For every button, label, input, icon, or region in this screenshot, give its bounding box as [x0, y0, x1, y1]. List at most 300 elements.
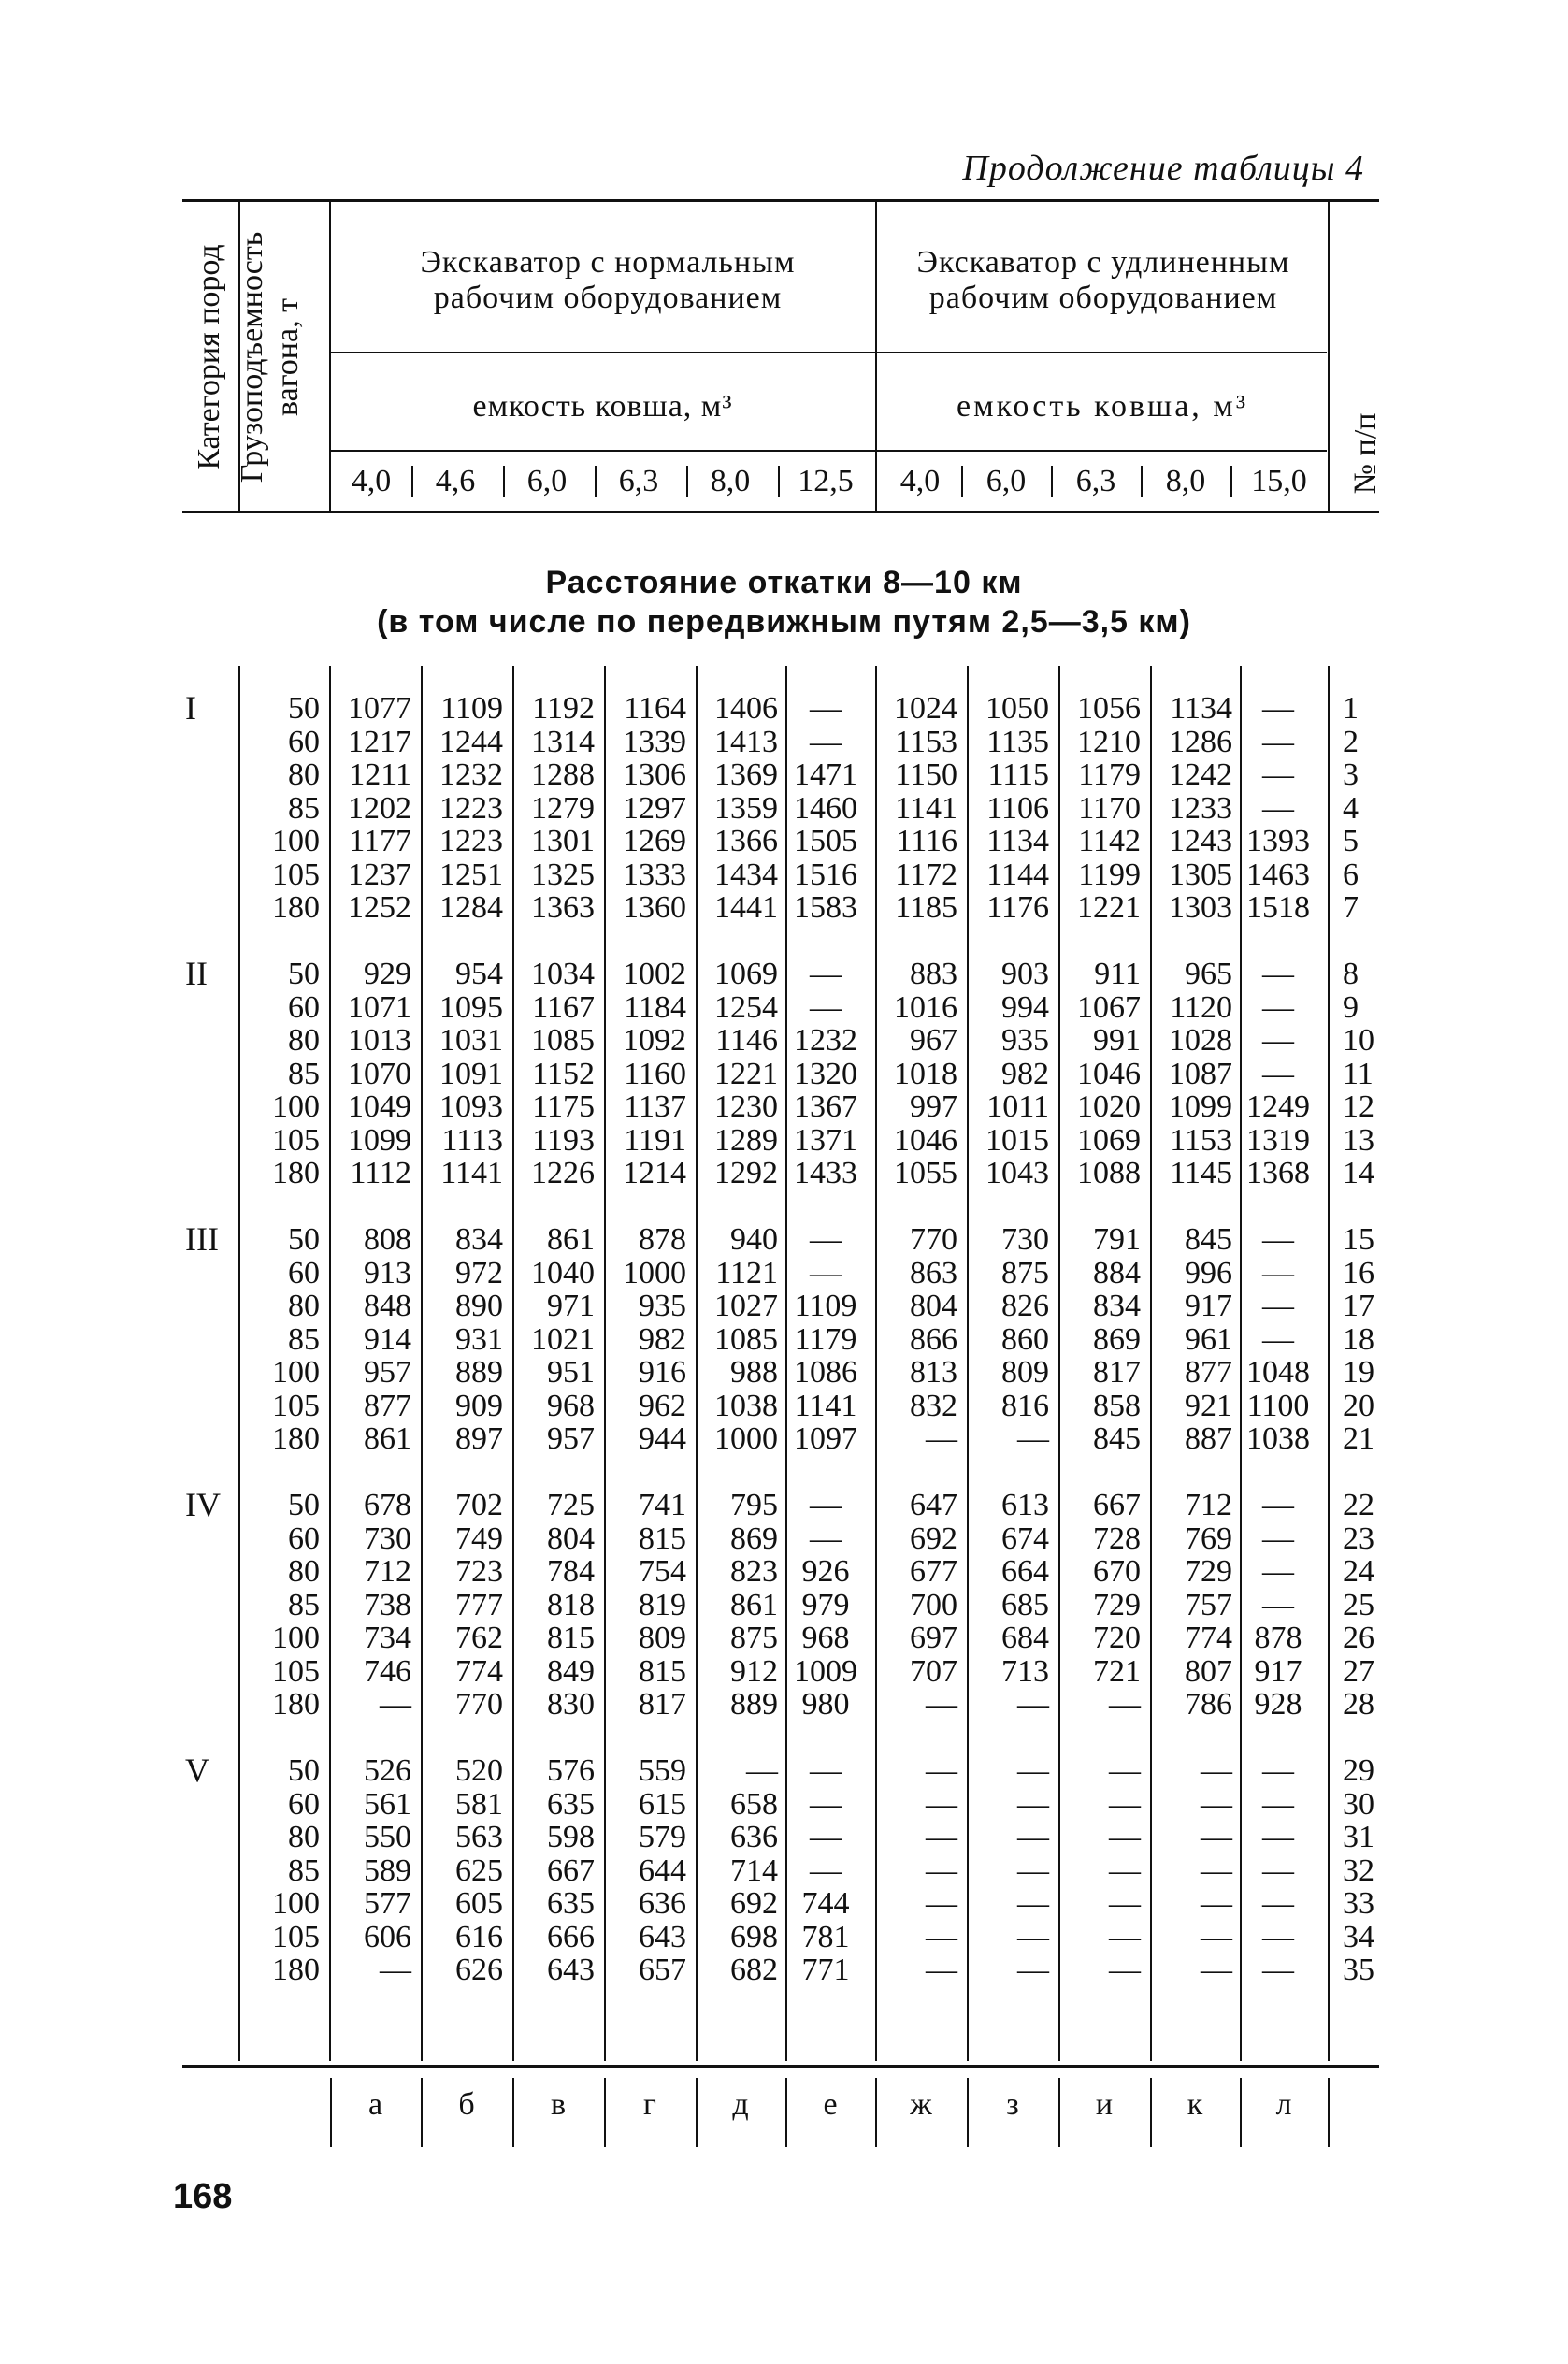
cap-value: 15,0 [1251, 464, 1307, 498]
table-cell: — [1262, 757, 1294, 792]
cap-sep [961, 466, 963, 497]
cap-sep [1230, 466, 1232, 497]
table-cell: 819 [639, 1587, 686, 1622]
table-cell: 80 [288, 1554, 320, 1589]
table-cell: 1093 [439, 1089, 503, 1124]
row-number-column [1343, 692, 1359, 925]
table-cell: 1067 [1077, 989, 1141, 1025]
table-cell: 1230 [714, 1089, 778, 1124]
footer-top-rule [182, 2065, 1379, 2068]
table-cell: 1406 [714, 691, 778, 726]
table-cell: — [1017, 1421, 1049, 1456]
table-cell: 674 [1001, 1521, 1049, 1556]
table-cell: 1091 [439, 1056, 503, 1091]
table-cell: — [1262, 1919, 1294, 1954]
table-cell: 730 [1001, 1222, 1049, 1257]
table-cell: 100 [272, 824, 320, 858]
column-l [1236, 1223, 1320, 1456]
cap-value: 6,0 [985, 464, 1027, 498]
table-cell: — [1201, 1786, 1232, 1822]
table-cell: 1069 [1077, 1122, 1141, 1158]
cap-value: 6,0 [526, 464, 568, 498]
column-l [1236, 958, 1320, 1190]
table-cell: 774 [1185, 1621, 1232, 1655]
header-top-rule [182, 199, 1379, 202]
column-a [327, 1223, 411, 1456]
column-k [1148, 1489, 1232, 1722]
table-cell: 823 [730, 1554, 778, 1589]
extended-bucket-label: емкость ковша, м³ [956, 389, 1249, 424]
row-number-column [1343, 1489, 1374, 1722]
column-zh [873, 1223, 957, 1456]
table-cell: 887 [1185, 1421, 1232, 1456]
table-cell: 729 [1185, 1554, 1232, 1589]
table-cell: — [926, 1820, 957, 1854]
table-cell: 1141 [440, 1156, 503, 1190]
table-cell: 643 [639, 1919, 686, 1954]
table-cell: — [1017, 1919, 1049, 1954]
column-i [1057, 958, 1141, 1190]
table-cell: 1211 [349, 757, 411, 792]
table-cell: 926 [801, 1554, 850, 1589]
table-cell: — [1262, 1488, 1294, 1522]
table-cell: 897 [455, 1421, 503, 1456]
table-cell: 786 [1185, 1687, 1232, 1722]
table-cell: 577 [364, 1886, 411, 1921]
table-cell: 579 [639, 1820, 686, 1854]
table-cell: 713 [1001, 1653, 1049, 1689]
table-cell: 1028 [1169, 1023, 1232, 1058]
row-number: 2 [1343, 724, 1359, 759]
table-cell: 1179 [1078, 757, 1141, 792]
table-cell: 834 [455, 1222, 503, 1257]
category-header: Категория пород [192, 244, 226, 470]
table-cell: 685 [1001, 1587, 1049, 1622]
header-bottom-rule [182, 511, 1379, 513]
table-cell: 1433 [794, 1156, 857, 1190]
table-cell: 1152 [532, 1056, 595, 1091]
table-cell: 613 [1001, 1488, 1049, 1522]
table-cell: 861 [364, 1421, 411, 1456]
table-cell: 1232 [439, 757, 503, 792]
table-cell: 1055 [894, 1156, 957, 1190]
table-cell: 1100 [1246, 1388, 1310, 1423]
table-cell: 1046 [894, 1122, 957, 1158]
row-number: 13 [1343, 1122, 1374, 1158]
table-cell: 749 [455, 1521, 503, 1556]
table-cell: 714 [730, 1852, 778, 1888]
table-cell: 741 [639, 1488, 686, 1522]
column-letter: б [458, 2087, 475, 2122]
column-e [784, 958, 868, 1190]
table-cell: 1363 [531, 890, 595, 925]
table-cell: 1233 [1169, 790, 1232, 826]
table-cell: 781 [801, 1919, 850, 1954]
table-cell: 869 [730, 1521, 778, 1556]
table-cell: 1085 [714, 1321, 778, 1357]
table-cell: — [810, 1786, 842, 1822]
table-cell: 1369 [714, 757, 778, 792]
table-cell: 625 [455, 1852, 503, 1888]
table-cell: 1048 [1246, 1355, 1310, 1390]
table-cell: — [1262, 691, 1294, 726]
column-b [419, 692, 503, 925]
table-cell: 1185 [895, 890, 957, 925]
table-cell: 1134 [1170, 691, 1232, 726]
row-number: 26 [1343, 1621, 1374, 1655]
row-number-header: № п/п [1348, 412, 1383, 495]
table-cell: — [1201, 1886, 1232, 1921]
table-cell: 1092 [623, 1023, 686, 1058]
table-cell: 1170 [1078, 790, 1141, 826]
table-cell: 917 [1185, 1289, 1232, 1323]
table-cell: 1223 [439, 824, 503, 858]
column-letter: д [732, 2087, 749, 2122]
table-cell: — [1262, 1587, 1294, 1622]
table-cell: 1413 [714, 724, 778, 759]
cap-sep [503, 466, 505, 497]
column-a [327, 1754, 411, 1987]
row-number: 6 [1343, 857, 1359, 892]
table-cell: 50 [288, 957, 320, 991]
table-cell: 1121 [715, 1255, 778, 1290]
column-e [784, 1754, 868, 1987]
row-number: 16 [1343, 1255, 1374, 1290]
table-cell: 1393 [1246, 824, 1310, 858]
table-cell: 1516 [794, 857, 857, 892]
row-number: 22 [1343, 1488, 1374, 1522]
table-cell: 1226 [531, 1156, 595, 1190]
table-cell: 1115 [987, 757, 1049, 792]
table-cell: 1179 [794, 1321, 857, 1357]
caps-divider-rule [330, 450, 1327, 452]
group-divider-rule [330, 352, 1327, 353]
table-cell: — [1262, 957, 1294, 991]
table-cell: — [1109, 1687, 1141, 1722]
table-cell: 1583 [794, 890, 857, 925]
column-z [965, 692, 1049, 925]
column-letter: л [1275, 2087, 1292, 2122]
table-cell: 1305 [1169, 857, 1232, 892]
table-cell: 832 [910, 1388, 957, 1423]
table-cell: 1463 [1246, 857, 1310, 892]
column-d [694, 1754, 778, 1987]
table-cell: 1077 [348, 691, 411, 726]
table-cell: 180 [272, 1156, 320, 1190]
column-cap [236, 1223, 320, 1456]
table-cell: 1027 [714, 1289, 778, 1323]
cap-value: 6,3 [618, 464, 659, 498]
table-cell: — [1109, 1852, 1141, 1888]
column-letter: в [550, 2087, 567, 2122]
table-cell: 666 [547, 1919, 595, 1954]
table-cell: 60 [288, 1521, 320, 1556]
table-cell: — [1201, 1919, 1232, 1954]
table-cell: 968 [547, 1388, 595, 1423]
table-cell: 858 [1093, 1388, 1141, 1423]
table-cell: 1167 [532, 989, 595, 1025]
table-cell: — [1109, 1820, 1141, 1854]
table-cell: 1038 [1246, 1421, 1310, 1456]
table-cell: 809 [1001, 1355, 1049, 1390]
column-e [784, 1223, 868, 1456]
table-cell: 917 [1254, 1653, 1302, 1689]
table-cell: 1160 [624, 1056, 686, 1091]
row-number: 8 [1343, 957, 1359, 991]
table-cell: 598 [547, 1820, 595, 1854]
table-cell: — [810, 1222, 842, 1257]
table-cell: 1120 [1170, 989, 1232, 1025]
table-cell: 1284 [439, 890, 503, 925]
column-e [784, 692, 868, 925]
table-cell: 1471 [794, 757, 857, 792]
table-cell: — [1109, 1953, 1141, 1987]
table-cell: 80 [288, 1820, 320, 1854]
column-letter: ж [910, 2087, 932, 2122]
row-number: 33 [1343, 1886, 1374, 1921]
row-number: 30 [1343, 1786, 1374, 1822]
column-zh [873, 1489, 957, 1722]
table-cell: 60 [288, 724, 320, 759]
table-cell: — [1262, 1056, 1294, 1091]
table-cell: — [1262, 724, 1294, 759]
table-cell: 875 [730, 1621, 778, 1655]
table-cell: 784 [547, 1554, 595, 1589]
row-number: 31 [1343, 1820, 1374, 1854]
row-number: 7 [1343, 890, 1359, 925]
table-cell: 644 [639, 1852, 686, 1888]
table-cell: 1011 [986, 1089, 1049, 1124]
table-cell: 1070 [348, 1056, 411, 1091]
row-number: 14 [1343, 1156, 1374, 1190]
table-cell: — [1262, 989, 1294, 1025]
table-cell: 1366 [714, 824, 778, 858]
table-cell: 1085 [531, 1023, 595, 1058]
table-cell: 1289 [714, 1122, 778, 1158]
table-cell: 889 [455, 1355, 503, 1390]
table-cell: 912 [730, 1653, 778, 1689]
column-g [602, 692, 686, 925]
column-v [511, 1223, 595, 1456]
table-cell: — [1017, 1786, 1049, 1822]
table-cell: 1367 [794, 1089, 857, 1124]
table-cell: 100 [272, 1621, 320, 1655]
table-cell: 180 [272, 1953, 320, 1987]
column-a [327, 692, 411, 925]
table-cell: 563 [455, 1820, 503, 1854]
column-b [419, 958, 503, 1190]
table-cell: 929 [364, 957, 411, 991]
table-cell: — [1017, 1953, 1049, 1987]
table-cell: 1043 [985, 1156, 1049, 1190]
table-cell: 815 [639, 1521, 686, 1556]
table-cell: 667 [1093, 1488, 1141, 1522]
table-cell: 961 [1185, 1321, 1232, 1357]
table-cell: 1153 [1170, 1122, 1232, 1158]
table-cell: 678 [364, 1488, 411, 1522]
table-cell: 991 [1093, 1023, 1141, 1058]
table-cell: 1049 [348, 1089, 411, 1124]
table-cell: 1141 [895, 790, 957, 826]
table-cell: 861 [547, 1222, 595, 1257]
table-cell: 698 [730, 1919, 778, 1954]
table-cell: — [1109, 1786, 1141, 1822]
table-cell: 884 [1093, 1255, 1141, 1290]
column-i [1057, 692, 1141, 925]
table-cell: 700 [910, 1587, 957, 1622]
table-cell: 845 [1093, 1421, 1141, 1456]
table-cell: 576 [547, 1753, 595, 1788]
normal-equipment-header: Экскаватор с нормальным рабочим оборудованием [420, 245, 796, 315]
table-cell: 1360 [623, 890, 686, 925]
table-cell: 815 [547, 1621, 595, 1655]
table-cell: 581 [455, 1786, 503, 1822]
table-cell: 1071 [348, 989, 411, 1025]
table-cell: 754 [639, 1554, 686, 1589]
table-cell: 180 [272, 890, 320, 925]
column-a [327, 1489, 411, 1722]
table-cell: 1301 [531, 824, 595, 858]
table-cell: 105 [272, 1653, 320, 1689]
table-cell: — [1262, 790, 1294, 826]
table-cell: 965 [1185, 957, 1232, 991]
table-cell: 940 [730, 1222, 778, 1257]
row-number: 5 [1343, 824, 1359, 858]
table-cell: 723 [455, 1554, 503, 1589]
row-number: 29 [1343, 1753, 1374, 1788]
table-cell: — [1262, 1554, 1294, 1589]
table-cell: 658 [730, 1786, 778, 1822]
table-cell: 996 [1185, 1255, 1232, 1290]
column-zh [873, 692, 957, 925]
row-number: 18 [1343, 1321, 1374, 1357]
table-cell: — [926, 1421, 957, 1456]
table-cell: — [1017, 1753, 1049, 1788]
row-number: 12 [1343, 1089, 1374, 1124]
table-cell: 914 [364, 1321, 411, 1357]
column-i [1057, 1754, 1141, 1987]
extended-capacity-values [879, 464, 1328, 499]
cap-value: 8,0 [710, 464, 751, 498]
table-cell: — [810, 1255, 842, 1290]
table-cell: — [810, 1521, 842, 1556]
table-cell: 830 [547, 1687, 595, 1722]
table-cell: 80 [288, 1289, 320, 1323]
table-cell: — [926, 1786, 957, 1822]
table-cell: — [1201, 1852, 1232, 1888]
table-cell: 1112 [350, 1156, 411, 1190]
table-cell: 875 [1001, 1255, 1049, 1290]
table-cell: 816 [1001, 1388, 1049, 1423]
table-cell: 1193 [532, 1122, 595, 1158]
category-label: IV [185, 1486, 221, 1523]
table-cell: 809 [639, 1621, 686, 1655]
table-cell: 707 [910, 1653, 957, 1689]
column-b [419, 1754, 503, 1987]
column-cap [236, 1754, 320, 1987]
table-cell: 636 [730, 1820, 778, 1854]
header-vline-4 [1328, 202, 1330, 511]
table-cell: — [1262, 1886, 1294, 1921]
table-cell: 1095 [439, 989, 503, 1025]
table-cell: 866 [910, 1321, 957, 1357]
table-cell: 1097 [794, 1421, 857, 1456]
table-cell: 746 [364, 1653, 411, 1689]
cap-value: 8,0 [1165, 464, 1206, 498]
table-cell: 697 [910, 1621, 957, 1655]
table-cell: 1086 [794, 1355, 857, 1390]
category-label: III [185, 1220, 219, 1258]
column-cap [236, 958, 320, 1190]
table-cell: 1177 [349, 824, 411, 858]
table-cell: 1000 [623, 1255, 686, 1290]
column-k [1148, 958, 1232, 1190]
table-cell: 954 [455, 957, 503, 991]
table-cell: 972 [455, 1255, 503, 1290]
row-number: 17 [1343, 1289, 1374, 1323]
table-cell: — [1201, 1753, 1232, 1788]
row-number-column [1343, 1754, 1374, 1987]
table-cell: 60 [288, 1255, 320, 1290]
table-cell: 635 [547, 1786, 595, 1822]
table-cell: 997 [910, 1089, 957, 1124]
table-cell: 935 [639, 1289, 686, 1323]
table-cell: 1184 [624, 989, 686, 1025]
table-cell: 636 [639, 1886, 686, 1921]
column-z [965, 958, 1049, 1190]
table-cell: 869 [1093, 1321, 1141, 1357]
table-cell: 849 [547, 1653, 595, 1689]
table-cell: 1249 [1246, 1089, 1310, 1124]
row-number: 4 [1343, 790, 1359, 826]
table-cell: 1223 [439, 790, 503, 826]
table-cell: 50 [288, 1488, 320, 1522]
table-cell: 757 [1185, 1587, 1232, 1622]
row-number: 11 [1343, 1056, 1374, 1091]
column-letter: и [1095, 2087, 1114, 2122]
table-cell: 720 [1093, 1621, 1141, 1655]
table-cell: 967 [910, 1023, 957, 1058]
column-letter: е [823, 2087, 838, 2122]
table-cell: 1434 [714, 857, 778, 892]
table-cell: 1040 [531, 1255, 595, 1290]
table-cell: 1056 [1077, 691, 1141, 726]
table-cell: 180 [272, 1687, 320, 1722]
cap-sep [1141, 466, 1143, 497]
table-cell: 692 [730, 1886, 778, 1921]
column-z [965, 1754, 1049, 1987]
column-v [511, 1754, 595, 1987]
table-cell: 877 [1185, 1355, 1232, 1390]
table-cell: 1038 [714, 1388, 778, 1423]
table-cell: 890 [455, 1289, 503, 1323]
table-cell: 730 [364, 1521, 411, 1556]
table-cell: 769 [1185, 1521, 1232, 1556]
row-number-column [1343, 958, 1374, 1190]
table-cell: 100 [272, 1886, 320, 1921]
row-number: 10 [1343, 1023, 1374, 1058]
table-cell: — [810, 1820, 842, 1854]
table-cell: — [810, 691, 842, 726]
row-number-column [1343, 1223, 1374, 1456]
table-cell: 957 [547, 1421, 595, 1456]
table-cell: 762 [455, 1621, 503, 1655]
table-cell: 1279 [531, 790, 595, 826]
table-cell: 911 [1094, 957, 1141, 991]
cap-sep [411, 466, 413, 497]
table-cell: 1232 [794, 1023, 857, 1058]
cap-value: 4,0 [351, 464, 392, 498]
